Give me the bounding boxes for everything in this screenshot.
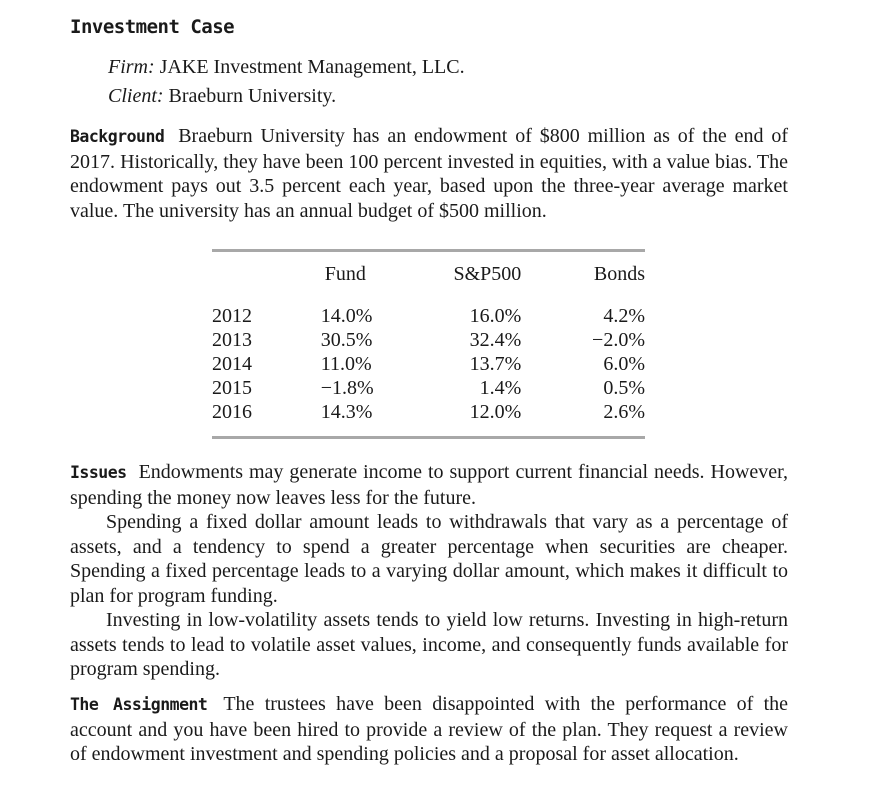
cell-year: 2015 bbox=[212, 377, 252, 399]
table-row bbox=[212, 328, 645, 352]
cell-sp500: 1.4% bbox=[479, 377, 522, 399]
cell-sp500: 32.4% bbox=[469, 329, 522, 351]
cell-year: 2013 bbox=[212, 329, 252, 351]
cell-fund: 14.3% bbox=[320, 401, 373, 423]
cell-fund: 14.0% bbox=[320, 305, 373, 327]
issues-paragraph-1 bbox=[70, 460, 788, 510]
cell-year: 2016 bbox=[212, 401, 252, 423]
table-row bbox=[212, 376, 645, 400]
issues-text-1: Endowments may generate income to support current financial needs. However, spending the money now leaves less for the future. bbox=[70, 461, 788, 509]
cell-year: 2014 bbox=[212, 353, 252, 375]
cell-bonds: 0.5% bbox=[603, 377, 645, 399]
client-value: Braeburn University. bbox=[168, 85, 337, 107]
table-row bbox=[212, 400, 645, 438]
background-text: Braeburn University has an endowment of $800 million as of the end of 2017. Historically, they have been 100 percent invested in equities, with a value bias. The endowment pays out 3.5 percent each year, based upon the three-year average market value. The university has an annual budget of $500 million. bbox=[70, 125, 789, 222]
background-title: Background bbox=[70, 127, 165, 146]
assignment-paragraph bbox=[70, 692, 788, 767]
table-header-row bbox=[212, 251, 645, 297]
returns-table bbox=[212, 249, 645, 439]
client-label: Client: bbox=[108, 85, 164, 107]
cell-year: 2012 bbox=[212, 305, 252, 327]
cell-bonds: 2.6% bbox=[603, 401, 645, 423]
cell-sp500: 12.0% bbox=[469, 401, 522, 423]
assignment-text: The trustees have been disappointed with the performance of the account and you have been hired to provide a review of the plan. They request a review of endowment investment and spending policies and a proposal for asset allocation. bbox=[70, 693, 789, 765]
table-row bbox=[212, 352, 645, 376]
issues-paragraph-2: Spending a fixed dollar amount leads to withdrawals that vary as a percentage of assets, and a tendency to spend a greater percentage when securities are cheaper. Spending a fixed percentage leads to a varying dollar amount, which makes it difficult to plan for program funding. bbox=[70, 511, 788, 607]
firm-line bbox=[108, 53, 465, 81]
cell-bonds: 4.2% bbox=[603, 305, 645, 327]
firm-value: JAKE Investment Management, LLC. bbox=[159, 56, 465, 78]
column-header-sp500: S&P500 bbox=[453, 262, 522, 285]
cell-fund: 30.5% bbox=[320, 329, 373, 351]
cell-bonds: −2.0% bbox=[592, 329, 645, 351]
cell-fund: 11.0% bbox=[320, 353, 372, 375]
issues-title: Issues bbox=[70, 463, 127, 482]
issues-paragraph-3: Investing in low-volatility assets tends to yield low returns. Investing in high-return assets tends to lead to volatile asset values, income, and consequently funds available for program spending. bbox=[70, 609, 788, 680]
assignment-title: The Assignment bbox=[70, 695, 208, 714]
cell-sp500: 16.0% bbox=[469, 305, 522, 327]
column-header-year bbox=[212, 251, 321, 297]
table-row bbox=[212, 296, 645, 328]
issues-section bbox=[70, 460, 788, 682]
background-paragraph bbox=[70, 124, 788, 223]
cell-sp500: 13.7% bbox=[469, 353, 522, 375]
cell-bonds: 6.0% bbox=[603, 353, 645, 375]
client-line bbox=[108, 82, 336, 110]
column-header-fund: Fund bbox=[324, 262, 366, 285]
column-header-bonds: Bonds bbox=[593, 262, 645, 285]
case-heading: Investment Case bbox=[70, 16, 235, 38]
firm-label: Firm: bbox=[108, 56, 155, 78]
cell-fund: −1.8% bbox=[320, 377, 374, 399]
